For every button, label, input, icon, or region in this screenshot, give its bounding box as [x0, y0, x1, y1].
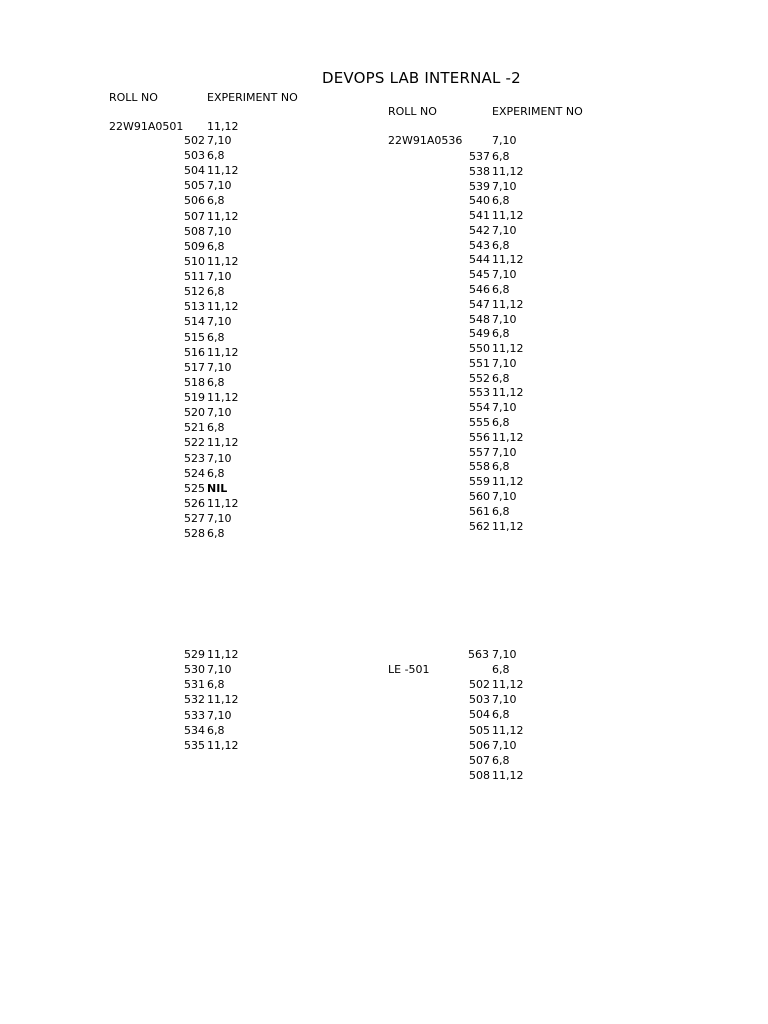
experiment-no: 11,12	[207, 738, 239, 752]
roll-number: 558	[469, 460, 490, 474]
roll-number: 529	[184, 648, 205, 661]
roll-number: 542	[469, 223, 490, 237]
roll-number: 513	[184, 300, 205, 314]
roll-number: 555	[469, 416, 490, 430]
experiment-no: 7,10	[492, 356, 517, 370]
roll-number: 548	[469, 312, 490, 326]
roll-number: 514	[184, 315, 205, 329]
experiment-no: 11,12	[207, 693, 239, 707]
experiment-no: 11,12	[207, 300, 239, 314]
roll-number: 525	[184, 481, 205, 495]
experiment-no: 11,12	[207, 648, 239, 661]
experiment-no: 6,8	[492, 194, 510, 208]
experiment-no: 7,10	[207, 224, 232, 238]
roll-number: 535	[184, 738, 205, 752]
roll-number: 502	[469, 678, 490, 691]
roll-number: 545	[469, 268, 490, 282]
right-exp-header: EXPERIMENT NO	[492, 105, 583, 118]
right-roll-header: ROLL NO	[388, 105, 437, 118]
experiment-no: 6,8	[207, 678, 225, 692]
experiment-no: 11,12	[207, 345, 239, 359]
roll-number: 506	[469, 738, 490, 752]
experiment-no: 7,10	[492, 738, 517, 752]
experiment-no: 7,10	[207, 406, 232, 420]
experiment-no: 7,10	[492, 268, 517, 282]
roll-number: 512	[184, 285, 205, 299]
experiment-no: 6,8	[207, 466, 225, 480]
experiment-no: 11,12	[207, 209, 239, 223]
experiment-no: 7,10	[207, 360, 232, 374]
roll-number: 506	[184, 194, 205, 208]
experiment-no: 7,10	[492, 312, 517, 326]
experiment-no: 11,12	[207, 254, 239, 268]
roll-number: 552	[469, 371, 490, 385]
experiment-no: 6,8	[492, 460, 510, 474]
experiment-no: 6,8	[492, 504, 510, 518]
roll-number: 505	[469, 723, 490, 737]
experiment-no: 6,8	[207, 285, 225, 299]
roll-number: 553	[469, 386, 490, 400]
roll-number: 561	[469, 504, 490, 518]
roll-number: 522	[184, 436, 205, 450]
roll-number: 554	[469, 401, 490, 415]
experiment-no: 11,12	[492, 297, 524, 311]
roll-number: 520	[184, 406, 205, 420]
roll-number: 532	[184, 693, 205, 707]
right-first-exp: 7,10	[492, 134, 517, 147]
roll-number: 530	[184, 663, 205, 677]
experiment-no: 7,10	[207, 663, 232, 677]
experiment-no: 11,12	[207, 391, 239, 405]
experiment-no: 6,8	[492, 416, 510, 430]
experiment-no: 7,10	[492, 223, 517, 237]
roll-number: 503	[184, 149, 205, 163]
roll-number: 527	[184, 512, 205, 525]
roll-number: 531	[184, 678, 205, 692]
experiment-no: 11,12	[207, 164, 239, 178]
experiment-no: 11,12	[492, 475, 524, 489]
roll-number: 504	[469, 708, 490, 722]
roll-number: 546	[469, 283, 490, 297]
experiment-no: 7,10	[492, 401, 517, 415]
experiment-no: 6,8	[492, 708, 510, 722]
experiment-no: 7,10	[207, 315, 232, 329]
roll-number: 540	[469, 194, 490, 208]
experiment-no: 6,8	[207, 421, 225, 435]
roll-number: 503	[469, 693, 490, 707]
roll-number: 508	[184, 224, 205, 238]
experiment-no: 7,10	[492, 445, 517, 459]
experiment-no: 6,8	[492, 283, 510, 297]
roll-number: 537	[469, 150, 490, 163]
experiment-no: 11,12	[207, 436, 239, 450]
roll-number: 524	[184, 466, 205, 480]
experiment-no: 7,10	[207, 270, 232, 284]
roll-number: 547	[469, 297, 490, 311]
page-title: DEVOPS LAB INTERNAL -2	[322, 69, 521, 87]
roll-number: 511	[184, 270, 205, 284]
right-le-exp: 6,8	[492, 663, 510, 676]
experiment-no: 6,8	[207, 723, 225, 737]
experiment-no: 7,10	[207, 708, 232, 722]
roll-number: 543	[469, 238, 490, 252]
experiment-no: 11,12	[492, 386, 524, 400]
roll-number: 551	[469, 356, 490, 370]
experiment-no: 11,12	[492, 723, 524, 737]
experiment-no: 7,10	[492, 489, 517, 503]
roll-number: 519	[184, 391, 205, 405]
roll-number: 505	[184, 179, 205, 193]
roll-number: 541	[469, 209, 490, 223]
roll-number: 533	[184, 708, 205, 722]
experiment-no: NIL	[207, 481, 228, 495]
experiment-no: 11,12	[492, 678, 524, 691]
right-first-roll: 22W91A0536	[388, 134, 463, 147]
experiment-no: 6,8	[492, 150, 510, 163]
experiment-no: 7,10	[492, 693, 517, 707]
experiment-no: 6,8	[207, 239, 225, 253]
experiment-no: 11,12	[492, 209, 524, 223]
experiment-no: 7,10	[207, 512, 232, 525]
roll-number: 504	[184, 164, 205, 178]
experiment-no: 6,8	[492, 327, 510, 341]
experiment-no: 11,12	[492, 769, 524, 783]
experiment-no: 6,8	[207, 330, 225, 344]
experiment-no: 11,12	[492, 430, 524, 444]
roll-number: 549	[469, 327, 490, 341]
left-first-roll: 22W91A0501	[109, 120, 184, 133]
right-roll-563: 563	[468, 648, 489, 661]
left-exp-header: EXPERIMENT NO	[207, 91, 298, 104]
experiment-no: 6,8	[207, 375, 225, 389]
experiment-no: 7,10	[492, 179, 517, 193]
roll-number: 521	[184, 421, 205, 435]
experiment-no: 6,8	[207, 194, 225, 208]
roll-number: 518	[184, 375, 205, 389]
roll-number: 560	[469, 489, 490, 503]
experiment-no: 11,12	[492, 342, 524, 356]
roll-number: 559	[469, 475, 490, 489]
experiment-no: 7,10	[207, 179, 232, 193]
roll-number: 507	[184, 209, 205, 223]
roll-number: 556	[469, 430, 490, 444]
roll-number: 534	[184, 723, 205, 737]
experiment-no: 6,8	[492, 371, 510, 385]
right-le-label: LE -501	[388, 663, 430, 676]
experiment-no: 6,8	[207, 149, 225, 163]
roll-number: 557	[469, 445, 490, 459]
roll-number: 544	[469, 253, 490, 267]
roll-number: 562	[469, 519, 490, 533]
roll-number: 502	[184, 134, 205, 147]
left-roll-header: ROLL NO	[109, 91, 158, 104]
roll-number: 550	[469, 342, 490, 356]
experiment-no: 11,12	[492, 164, 524, 178]
roll-number: 523	[184, 451, 205, 465]
roll-number: 508	[469, 769, 490, 783]
experiment-no: 11,12	[207, 496, 239, 510]
roll-number: 509	[184, 239, 205, 253]
experiment-no: 6,8	[492, 753, 510, 767]
experiment-no: 7,10	[207, 134, 232, 147]
roll-number: 507	[469, 753, 490, 767]
roll-number: 517	[184, 360, 205, 374]
experiment-no: 7,10	[207, 451, 232, 465]
roll-number: 539	[469, 179, 490, 193]
roll-number: 528	[184, 527, 205, 541]
left-first-exp: 11,12	[207, 120, 239, 133]
experiment-no: 11,12	[492, 519, 524, 533]
roll-number: 510	[184, 254, 205, 268]
experiment-no: 11,12	[492, 253, 524, 267]
roll-number: 538	[469, 164, 490, 178]
experiment-no: 6,8	[207, 527, 225, 541]
experiment-no: 6,8	[492, 238, 510, 252]
roll-number: 516	[184, 345, 205, 359]
roll-number: 526	[184, 496, 205, 510]
roll-number: 515	[184, 330, 205, 344]
right-exp-563: 7,10	[492, 648, 517, 661]
